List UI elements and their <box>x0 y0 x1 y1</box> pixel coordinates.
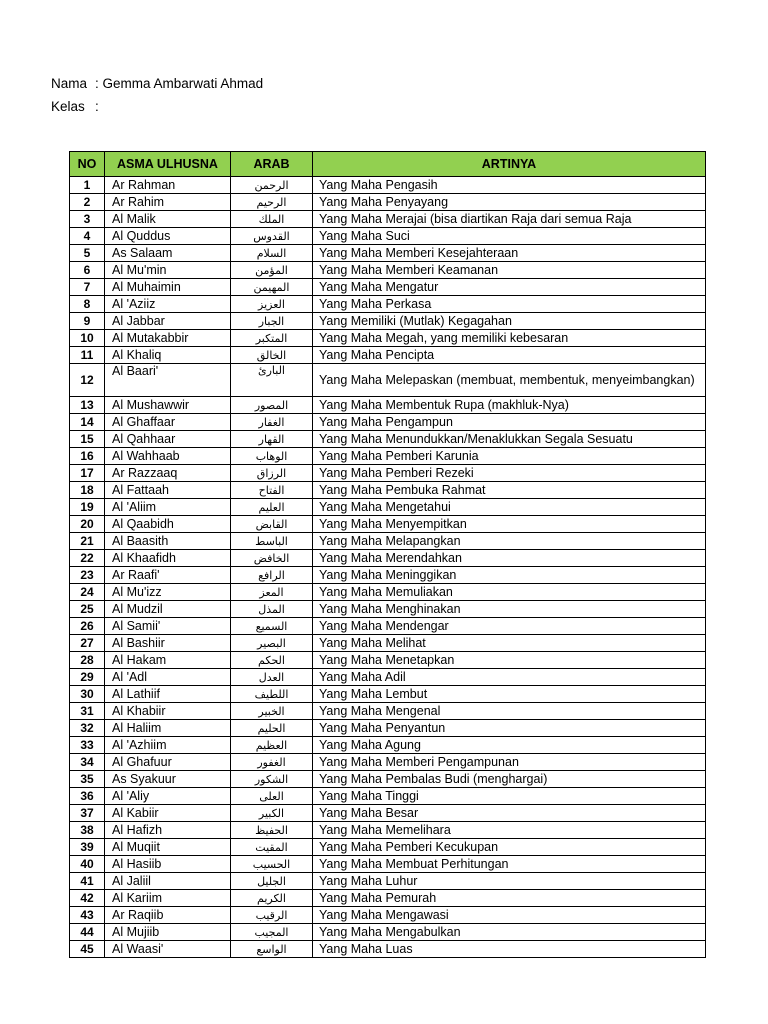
asma-name: Ar Rahim <box>105 194 231 211</box>
table-row <box>70 414 706 431</box>
meaning: Yang Maha Menyempitkan <box>313 516 706 533</box>
table-row <box>70 279 706 296</box>
meaning: Yang Maha Luas <box>313 941 706 958</box>
row-number: 32 <box>70 720 105 737</box>
nama-value: Gemma Ambarwati Ahmad <box>102 76 264 91</box>
meaning: Yang Maha Tinggi <box>313 788 706 805</box>
meaning: Yang Maha Memuliakan <box>313 584 706 601</box>
table-row <box>70 499 706 516</box>
row-number: 22 <box>70 550 105 567</box>
asma-name: Al Baari' <box>105 364 231 397</box>
arabic-text: الواسع <box>231 941 313 958</box>
row-number: 6 <box>70 262 105 279</box>
row-number: 19 <box>70 499 105 516</box>
table-row <box>70 194 706 211</box>
table-row <box>70 822 706 839</box>
row-number: 43 <box>70 907 105 924</box>
meaning: Yang Maha Mengatur <box>313 279 706 296</box>
table-row <box>70 703 706 720</box>
table-row <box>70 262 706 279</box>
table-row <box>70 771 706 788</box>
arabic-text: العدل <box>231 669 313 686</box>
row-number: 3 <box>70 211 105 228</box>
row-number: 39 <box>70 839 105 856</box>
meaning: Yang Maha Pengasih <box>313 177 706 194</box>
asma-name: Al Khaafidh <box>105 550 231 567</box>
asma-name: Al Lathiif <box>105 686 231 703</box>
row-number: 16 <box>70 448 105 465</box>
table-row <box>70 465 706 482</box>
asma-name: Ar Raqiib <box>105 907 231 924</box>
asma-name: Al Mujiib <box>105 924 231 941</box>
row-number: 38 <box>70 822 105 839</box>
table-row <box>70 652 706 669</box>
asma-name: Al Mu'min <box>105 262 231 279</box>
row-number: 27 <box>70 635 105 652</box>
meaning: Yang Maha Pemberi Rezeki <box>313 465 706 482</box>
meaning: Yang Maha Agung <box>313 737 706 754</box>
asma-name: Al Haliim <box>105 720 231 737</box>
table-row <box>70 397 706 414</box>
row-number: 14 <box>70 414 105 431</box>
asma-name: Al Khaliq <box>105 347 231 364</box>
meaning: Yang Maha Menundukkan/Menaklukkan Segala Sesuatu <box>313 431 706 448</box>
nama-label: Nama <box>51 76 88 91</box>
asma-name: Al Kabiir <box>105 805 231 822</box>
table-row <box>70 686 706 703</box>
table-row <box>70 431 706 448</box>
row-number: 1 <box>70 177 105 194</box>
meaning: Yang Maha Meninggikan <box>313 567 706 584</box>
meaning: Yang Maha Mengabulkan <box>313 924 706 941</box>
meaning: Yang Maha Pemberi Kecukupan <box>313 839 706 856</box>
arabic-text: الحفيظ <box>231 822 313 839</box>
asma-name: As Salaam <box>105 245 231 262</box>
asma-name: Al Muhaimin <box>105 279 231 296</box>
arabic-text: العليم <box>231 499 313 516</box>
row-number: 9 <box>70 313 105 330</box>
asma-name: Al 'Aziiz <box>105 296 231 313</box>
table-row <box>70 482 706 499</box>
meaning: Yang Maha Memelihara <box>313 822 706 839</box>
arabic-text: المعز <box>231 584 313 601</box>
table-row <box>70 890 706 907</box>
table-header-row <box>70 152 706 177</box>
table-row <box>70 533 706 550</box>
arabic-text: المذل <box>231 601 313 618</box>
row-number: 26 <box>70 618 105 635</box>
table-row <box>70 601 706 618</box>
row-number: 12 <box>70 364 105 397</box>
table-row <box>70 448 706 465</box>
meaning: Yang Maha Suci <box>313 228 706 245</box>
arabic-text: القهار <box>231 431 313 448</box>
row-number: 20 <box>70 516 105 533</box>
row-number: 44 <box>70 924 105 941</box>
asma-name: Al Jaliil <box>105 873 231 890</box>
arabic-text: السلام <box>231 245 313 262</box>
column-header-artinya: ARTINYA <box>313 152 706 177</box>
meaning: Yang Maha Pencipta <box>313 347 706 364</box>
nama-separator: : <box>95 76 99 91</box>
table-row <box>70 364 706 397</box>
arabic-text: الباسط <box>231 533 313 550</box>
arabic-text: الملك <box>231 211 313 228</box>
meaning: Yang Maha Pembuka Rahmat <box>313 482 706 499</box>
arabic-text: المتكبر <box>231 330 313 347</box>
arabic-text: الخافض <box>231 550 313 567</box>
asma-name: Al Quddus <box>105 228 231 245</box>
table-row <box>70 228 706 245</box>
meaning: Yang Maha Besar <box>313 805 706 822</box>
row-number: 10 <box>70 330 105 347</box>
asma-name: Al Samii' <box>105 618 231 635</box>
arabic-text: المقيت <box>231 839 313 856</box>
asma-name: Al Mu'izz <box>105 584 231 601</box>
arabic-text: البارئ <box>231 364 313 397</box>
arabic-text: الرزاق <box>231 465 313 482</box>
kelas-separator: : <box>95 99 99 114</box>
meaning: Yang Maha Perkasa <box>313 296 706 313</box>
table-row <box>70 754 706 771</box>
row-number: 18 <box>70 482 105 499</box>
row-number: 7 <box>70 279 105 296</box>
arabic-text: الرقيب <box>231 907 313 924</box>
meaning: Yang Maha Pembalas Budi (menghargai) <box>313 771 706 788</box>
asma-name: Al Muqiit <box>105 839 231 856</box>
table-body <box>70 177 706 958</box>
row-number: 25 <box>70 601 105 618</box>
meaning: Yang Memiliki (Mutlak) Kegagahan <box>313 313 706 330</box>
table-row <box>70 567 706 584</box>
row-number: 21 <box>70 533 105 550</box>
asmaul-husna-table <box>69 151 706 958</box>
table-row <box>70 839 706 856</box>
meaning: Yang Maha Merendahkan <box>313 550 706 567</box>
table-row <box>70 347 706 364</box>
meaning: Yang Maha Melapangkan <box>313 533 706 550</box>
meaning: Yang Maha Luhur <box>313 873 706 890</box>
asma-name: Al Baasith <box>105 533 231 550</box>
arabic-text: الحكم <box>231 652 313 669</box>
arabic-text: الحسيب <box>231 856 313 873</box>
meaning: Yang Maha Megah, yang memiliki kebesaran <box>313 330 706 347</box>
arabic-text: الغفور <box>231 754 313 771</box>
table-row <box>70 907 706 924</box>
meaning: Yang Maha Mendengar <box>313 618 706 635</box>
arabic-text: المؤمن <box>231 262 313 279</box>
table-row <box>70 313 706 330</box>
asma-name: Al 'Azhiim <box>105 737 231 754</box>
asma-name: Al Khabiir <box>105 703 231 720</box>
meaning: Yang Maha Memberi Pengampunan <box>313 754 706 771</box>
asma-name: Al Wahhaab <box>105 448 231 465</box>
meaning: Yang Maha Merajai (bisa diartikan Raja dari semua Raja <box>313 211 706 228</box>
asma-name: Ar Razzaaq <box>105 465 231 482</box>
meaning: Yang Maha Adil <box>313 669 706 686</box>
row-number: 17 <box>70 465 105 482</box>
row-number: 37 <box>70 805 105 822</box>
arabic-text: الوهاب <box>231 448 313 465</box>
row-number: 11 <box>70 347 105 364</box>
arabic-text: العزيز <box>231 296 313 313</box>
asma-name: Al Mudzil <box>105 601 231 618</box>
asma-name: Ar Raafi' <box>105 567 231 584</box>
row-number: 29 <box>70 669 105 686</box>
row-number: 45 <box>70 941 105 958</box>
row-number: 33 <box>70 737 105 754</box>
table-row <box>70 669 706 686</box>
table-row <box>70 873 706 890</box>
meaning: Yang Maha Pengampun <box>313 414 706 431</box>
meaning: Yang Maha Pemurah <box>313 890 706 907</box>
asma-name: Al Bashiir <box>105 635 231 652</box>
row-number: 31 <box>70 703 105 720</box>
arabic-text: الحليم <box>231 720 313 737</box>
meaning: Yang Maha Melepaskan (membuat, membentuk, menyeimbangkan) <box>313 364 706 397</box>
table-row <box>70 856 706 873</box>
meaning: Yang Maha Membuat Perhitungan <box>313 856 706 873</box>
arabic-text: الفتاح <box>231 482 313 499</box>
asma-name: Al Hasiib <box>105 856 231 873</box>
row-number: 30 <box>70 686 105 703</box>
table-row <box>70 245 706 262</box>
table-row <box>70 330 706 347</box>
arabic-text: القابض <box>231 516 313 533</box>
row-number: 5 <box>70 245 105 262</box>
row-number: 24 <box>70 584 105 601</box>
table-row <box>70 805 706 822</box>
asma-name: Al Fattaah <box>105 482 231 499</box>
asma-name: Al Jabbar <box>105 313 231 330</box>
table-row <box>70 941 706 958</box>
row-number: 42 <box>70 890 105 907</box>
row-number: 2 <box>70 194 105 211</box>
arabic-text: الرحيم <box>231 194 313 211</box>
arabic-text: الغفار <box>231 414 313 431</box>
row-number: 28 <box>70 652 105 669</box>
meaning: Yang Maha Mengawasi <box>313 907 706 924</box>
meaning: Yang Maha Membentuk Rupa (makhluk-Nya) <box>313 397 706 414</box>
asma-name: Al Malik <box>105 211 231 228</box>
meaning: Yang Maha Memberi Keamanan <box>313 262 706 279</box>
asma-name: Al Kariim <box>105 890 231 907</box>
arabic-text: الرحمن <box>231 177 313 194</box>
arabic-text: الخالق <box>231 347 313 364</box>
asma-name: Al Hafizh <box>105 822 231 839</box>
row-number: 23 <box>70 567 105 584</box>
kelas-label: Kelas <box>51 99 85 114</box>
table-row <box>70 550 706 567</box>
meaning: Yang Maha Menghinakan <box>313 601 706 618</box>
meaning: Yang Maha Lembut <box>313 686 706 703</box>
asma-name: Al 'Aliy <box>105 788 231 805</box>
row-number: 13 <box>70 397 105 414</box>
meaning: Yang Maha Menetapkan <box>313 652 706 669</box>
table-row <box>70 720 706 737</box>
row-number: 36 <box>70 788 105 805</box>
kelas-line <box>51 99 99 115</box>
arabic-text: القدوس <box>231 228 313 245</box>
arabic-text: المصور <box>231 397 313 414</box>
table-row <box>70 924 706 941</box>
meaning: Yang Maha Penyantun <box>313 720 706 737</box>
table-row <box>70 635 706 652</box>
table-row <box>70 516 706 533</box>
arabic-text: السميع <box>231 618 313 635</box>
table-row <box>70 211 706 228</box>
asma-name: Al Mutakabbir <box>105 330 231 347</box>
arabic-text: الكريم <box>231 890 313 907</box>
meaning: Yang Maha Memberi Kesejahteraan <box>313 245 706 262</box>
row-number: 35 <box>70 771 105 788</box>
arabic-text: اللطيف <box>231 686 313 703</box>
meaning: Yang Maha Penyayang <box>313 194 706 211</box>
arabic-text: العلى <box>231 788 313 805</box>
row-number: 8 <box>70 296 105 313</box>
table-row <box>70 618 706 635</box>
asma-name: Al Waasi' <box>105 941 231 958</box>
row-number: 15 <box>70 431 105 448</box>
arabic-text: المجيب <box>231 924 313 941</box>
row-number: 41 <box>70 873 105 890</box>
meaning: Yang Maha Mengetahui <box>313 499 706 516</box>
meaning: Yang Maha Melihat <box>313 635 706 652</box>
asma-name: Ar Rahman <box>105 177 231 194</box>
table-row <box>70 737 706 754</box>
arabic-text: الرافع <box>231 567 313 584</box>
arabic-text: الخبير <box>231 703 313 720</box>
table-row <box>70 296 706 313</box>
column-header-asma-ulhusna: ASMA ULHUSNA <box>105 152 231 177</box>
meaning: Yang Maha Pemberi Karunia <box>313 448 706 465</box>
arabic-text: الكبير <box>231 805 313 822</box>
asma-name: Al Ghafuur <box>105 754 231 771</box>
asma-name: Al Qahhaar <box>105 431 231 448</box>
asma-name: Al Mushawwir <box>105 397 231 414</box>
column-header-arab: ARAB <box>231 152 313 177</box>
table-row <box>70 177 706 194</box>
asma-name: As Syakuur <box>105 771 231 788</box>
asma-name: Al 'Aliim <box>105 499 231 516</box>
asma-name: Al Qaabidh <box>105 516 231 533</box>
asma-name: Al 'Adl <box>105 669 231 686</box>
row-number: 40 <box>70 856 105 873</box>
asma-name: Al Ghaffaar <box>105 414 231 431</box>
arabic-text: البصير <box>231 635 313 652</box>
arabic-text: العظيم <box>231 737 313 754</box>
row-number: 4 <box>70 228 105 245</box>
arabic-text: المهيمن <box>231 279 313 296</box>
nama-line <box>51 76 263 92</box>
meaning: Yang Maha Mengenal <box>313 703 706 720</box>
table-row <box>70 788 706 805</box>
table-row <box>70 584 706 601</box>
column-header-no: NO <box>70 152 105 177</box>
asma-name: Al Hakam <box>105 652 231 669</box>
arabic-text: الجليل <box>231 873 313 890</box>
arabic-text: الشكور <box>231 771 313 788</box>
row-number: 34 <box>70 754 105 771</box>
arabic-text: الجبار <box>231 313 313 330</box>
